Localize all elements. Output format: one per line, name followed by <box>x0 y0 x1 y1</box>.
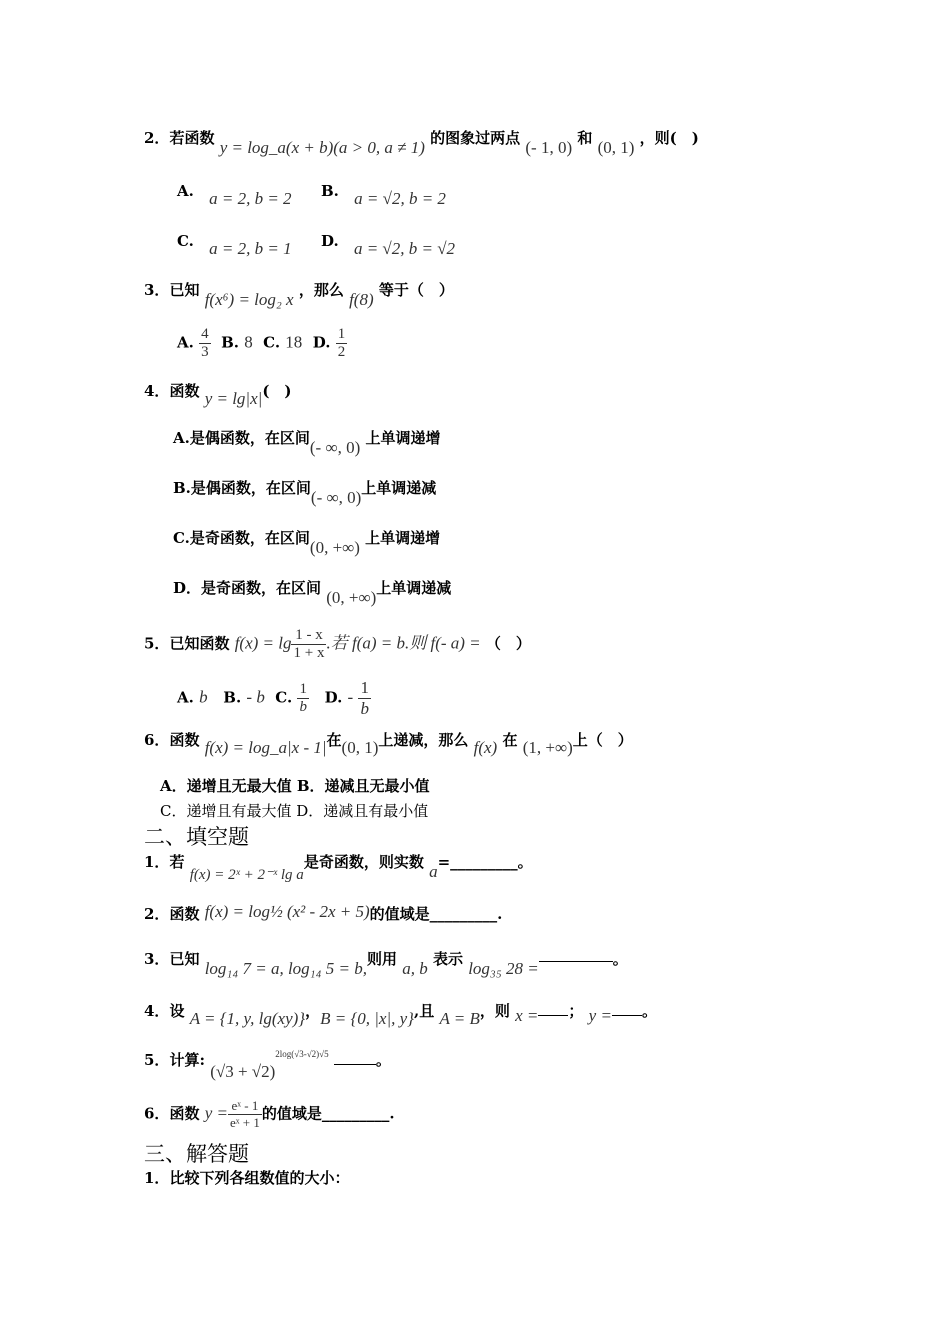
q3-number: 3． <box>144 281 170 299</box>
s1-text: 比较下列各组数值的大小： <box>169 1169 350 1187</box>
q5-d-label: D. <box>324 688 343 707</box>
f4-equality: A = B <box>439 1009 480 1028</box>
q5-d-denominator: b <box>360 699 369 718</box>
q4-d-pre: D．是奇函数，在区间 <box>173 579 322 597</box>
f5-exponent: 2log(√3-√2)√5 <box>275 1049 329 1059</box>
q3-d-label: D. <box>312 333 331 352</box>
q6-options-ab: A．递增且无最大值 B．递减且无最小值 <box>160 777 430 795</box>
q3-a-label: A. <box>177 333 194 352</box>
q4-pre: 函数 <box>169 382 200 400</box>
q2-number: 2． <box>144 129 170 147</box>
q6-in2: 在 <box>502 731 518 749</box>
fill-6 <box>144 1098 395 1131</box>
q4-a-pre: A.是偶函数，在区间 <box>173 429 310 447</box>
q3-c-label: C. <box>263 333 281 352</box>
q4-b-interval: (- ∞, 0) <box>310 488 362 507</box>
q6-post: 上（ ） <box>572 731 633 749</box>
f5-post: 。 <box>375 1051 391 1069</box>
q5-a-label: A. <box>177 688 194 707</box>
fill-5 <box>144 1049 391 1081</box>
f3-number: 3． <box>144 950 170 968</box>
q6-interval1: (0, 1) <box>341 738 379 757</box>
q6-in1: 在 <box>326 731 342 749</box>
q3-d-denominator: 2 <box>337 344 346 360</box>
f6-pre: 函数 <box>169 1104 200 1123</box>
f3-post: 。 <box>612 950 628 968</box>
fill-1 <box>144 851 533 883</box>
q5-a-value: b <box>199 687 208 707</box>
f5-pre: 计算: <box>169 1051 205 1069</box>
q5-c-numerator: 1 <box>299 681 307 697</box>
fill-3 <box>144 948 628 978</box>
q6-pre: 函数 <box>169 731 200 749</box>
question-6 <box>144 729 633 757</box>
q2-d-value: a = √2, b = √2 <box>353 239 456 258</box>
f4-y-blank[interactable] <box>612 1015 642 1016</box>
q5-formula-numerator: 1 - x <box>291 627 326 645</box>
q4-option-a <box>173 427 441 457</box>
q5-d-numerator: 1 <box>360 678 369 697</box>
q5-c-denominator: b <box>299 699 307 715</box>
q5-b-label: B. <box>223 688 242 707</box>
q4-a-post: 上单调递增 <box>365 429 441 447</box>
q6-mid: 上递减，那么 <box>378 731 469 749</box>
q5-b-value: - b <box>246 687 265 707</box>
f1-post: =_________。 <box>437 853 533 871</box>
q5-d-sign: - <box>347 687 354 707</box>
q4-b-pre: B.是偶函数，在区间 <box>173 479 311 497</box>
f4-x: x = <box>515 1006 539 1025</box>
q3-formula: f(x⁶) = log₂ x <box>204 290 294 309</box>
q5-post: （ ） <box>485 634 531 653</box>
q6-number: 6． <box>144 731 170 749</box>
f2-formula: f(x) = log½ (x² - 2x + 5) <box>204 902 370 921</box>
q2-d-label: D. <box>321 232 339 250</box>
f1-mid: 是奇函数，则实数 <box>303 853 424 871</box>
q3-c-value: 18 <box>285 332 303 352</box>
f4-number: 4． <box>144 1002 170 1020</box>
f1-formula: f(x) = 2ˣ + 2⁻ˣ lg a <box>189 867 304 883</box>
question-5 <box>144 627 531 662</box>
f4-pre: 设 <box>169 1002 185 1020</box>
f6-denominator: eˣ + 1 <box>229 1115 260 1130</box>
f1-var: a <box>429 862 438 881</box>
q5-options <box>177 678 371 719</box>
q3-b-value: 8 <box>244 332 253 352</box>
f4-y: y = <box>588 1006 612 1025</box>
f3-mid2: 表示 <box>432 950 463 968</box>
f3-vars: a, b <box>402 959 428 978</box>
q5-pre: 已知函数 <box>169 634 230 653</box>
q4-c-post: 上单调递增 <box>365 529 441 547</box>
question-4 <box>144 380 292 408</box>
f6-fraction <box>228 1098 262 1131</box>
f4-set-a: A = {1, y, lg(xy)} <box>189 1009 306 1028</box>
solve-1 <box>144 1167 349 1188</box>
q2-and: 和 <box>577 129 593 147</box>
fill-2 <box>144 903 502 924</box>
q2-option-c <box>177 231 292 258</box>
f2-number: 2． <box>144 905 170 923</box>
q2-point1: (- 1, 0) <box>525 138 573 157</box>
q5-c-fraction <box>297 681 309 716</box>
q2-a-value: a = 2, b = 2 <box>209 189 292 208</box>
f1-pre: 若 <box>169 853 185 871</box>
q2-post: ，则( ) <box>639 129 699 147</box>
q4-formula: y = lg|x| <box>204 389 263 408</box>
q4-d-post: 上单调递减 <box>376 579 452 597</box>
q5-formula-denominator: 1 + x <box>293 645 325 661</box>
f4-sep: ； <box>568 1002 584 1020</box>
q4-c-pre: C.是奇函数，在区间 <box>173 529 310 547</box>
q6-options-cd: C．递增且有最大值 D．递减且有最小值 <box>160 802 429 820</box>
f6-numerator: eˣ - 1 <box>228 1098 262 1115</box>
q5-number: 5． <box>144 634 170 653</box>
f4-x-blank[interactable] <box>538 1015 568 1016</box>
question-2 <box>144 127 699 157</box>
q5-d-fraction <box>358 678 371 719</box>
q2-option-b <box>321 181 446 208</box>
q2-c-value: a = 2, b = 1 <box>209 239 292 258</box>
q2-b-value: a = √2, b = 2 <box>354 189 446 208</box>
f6-number: 6． <box>144 1104 170 1123</box>
s1-number: 1． <box>144 1169 170 1187</box>
q2-b-label: B. <box>321 182 339 200</box>
q3-a-fraction <box>199 326 211 361</box>
q2-option-d <box>321 231 456 258</box>
f5-number: 5． <box>144 1051 170 1069</box>
f3-answer-blank[interactable] <box>539 961 613 962</box>
f5-formula: (√3 + √2) <box>210 1062 276 1081</box>
f5-answer-blank[interactable] <box>334 1064 376 1065</box>
q4-option-b <box>173 477 437 507</box>
f4-mid2: ，则 <box>479 1002 510 1020</box>
section-solve-title: 三、解答题 <box>144 1142 249 1166</box>
section-fill-in-title: 二、填空题 <box>144 825 249 849</box>
q5-formula-fraction <box>291 627 326 662</box>
q2-c-label: C. <box>177 232 194 250</box>
q4-b-post: 上单调递减 <box>361 479 437 497</box>
q5-formula-lhs: f(x) = lg <box>234 633 292 653</box>
f3-mid: 则用 <box>366 950 397 968</box>
f4-set-b: B = {0, |x|, y} <box>320 1009 414 1028</box>
q4-d-interval: (0, +∞) <box>326 588 377 607</box>
f6-lhs: y = <box>204 1103 228 1123</box>
q5-c-label: C. <box>275 688 293 707</box>
q4-number: 4． <box>144 382 170 400</box>
fill-4: 4．设 A = {1, y, lg(xy)}，B = {0, |x|, y},且 A = B，则 x = ； y = 。 <box>144 1002 657 1028</box>
q4-option-d <box>173 577 452 607</box>
f3-formula: log₁₄ 7 = a, log₁₄ 5 = b, <box>204 959 367 978</box>
q3-mid: ，那么 <box>298 281 344 299</box>
q4-post: ( ) <box>262 382 292 400</box>
q3-pre: 已知 <box>169 281 200 299</box>
q2-pre: 若函数 <box>169 129 215 147</box>
q6-fx: f(x) <box>473 738 498 757</box>
q6-interval2: (1, +∞) <box>522 738 573 757</box>
f4-post: 。 <box>641 1002 657 1020</box>
q6-formula: f(x) = log_a|x - 1| <box>204 738 327 757</box>
q3-b-label: B. <box>221 333 239 352</box>
f1-number: 1． <box>144 853 170 871</box>
f3-target: log₃₅ 28 = <box>468 959 539 978</box>
f6-post: 的值域是_________. <box>261 1104 395 1123</box>
q3-a-denominator: 3 <box>201 344 209 360</box>
question-3 <box>144 279 454 309</box>
f2-post: 的值域是_________. <box>369 905 503 923</box>
q2-point2: (0, 1) <box>597 138 635 157</box>
f4-mid: ,且 <box>413 1002 435 1020</box>
q4-a-interval: (- ∞, 0) <box>309 438 361 457</box>
q3-d-numerator: 1 <box>337 326 346 342</box>
q5-condition: .若 f(a) = b.则 f(- a) = <box>326 633 481 653</box>
q3-options <box>177 326 347 361</box>
q3-a-numerator: 4 <box>201 326 209 342</box>
q3-d-fraction <box>336 326 348 361</box>
q3-f8: f(8) <box>349 290 374 309</box>
q2-formula: y = log_a(x + b)(a > 0, a ≠ 1) <box>219 138 425 157</box>
q3-post: 等于（ ） <box>378 281 454 299</box>
q4-c-interval: (0, +∞) <box>309 538 360 557</box>
q2-a-label: A. <box>177 182 194 200</box>
f3-pre: 已知 <box>169 950 200 968</box>
q4-option-c <box>173 527 441 557</box>
q2-option-a <box>177 181 292 208</box>
q2-mid: 的图象过两点 <box>430 129 521 147</box>
f2-pre: 函数 <box>169 905 200 923</box>
